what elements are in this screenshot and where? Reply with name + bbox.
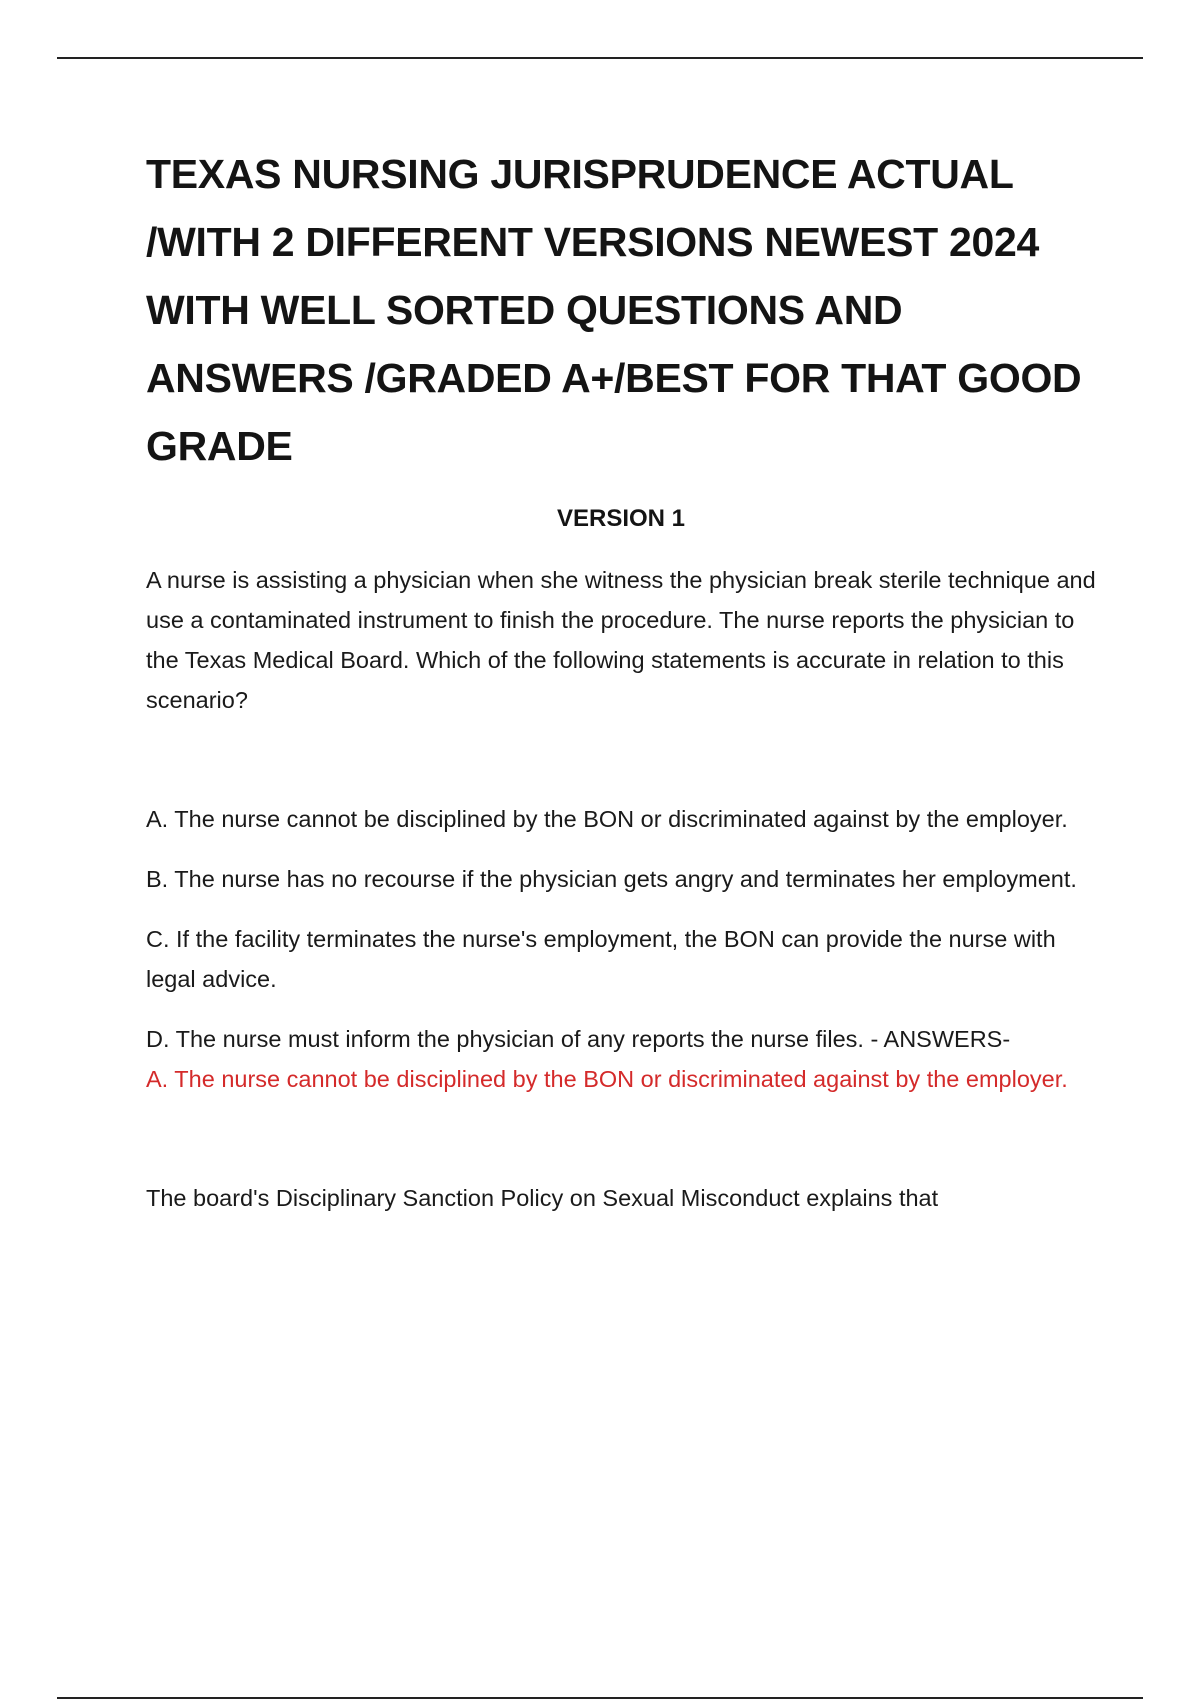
option-d — [146, 1019, 1096, 1099]
bottom-rule — [57, 1697, 1143, 1699]
next-question-stem: The board's Disciplinary Sanction Policy on Sexual Misconduct explains that — [146, 1185, 939, 1211]
option-b: B. The nurse has no recourse if the physician gets angry and terminates her employment. — [146, 866, 1077, 892]
option-d-text: D. The nurse must inform the physician of any reports the nurse files. - ANSWERS- — [146, 1026, 1011, 1052]
option-c: C. If the facility terminates the nurse's employment, the BON can provide the nurse with legal advice. — [146, 926, 1056, 992]
version-heading: VERSION 1 — [556, 505, 686, 532]
option-a: A. The nurse cannot be disciplined by the BON or discriminated against by the employer. — [146, 806, 1068, 832]
document-body — [146, 140, 1096, 1218]
document-title: TEXAS NURSING JURISPRUDENCE ACTUAL /WITH 2 DIFFERENT VERSIONS NEWEST 2024 WITH WELL SORTED QUESTIONS AND ANSWERS /GRADED A+/BEST FOR THAT GOOD GRADE — [146, 151, 1082, 469]
correct-answer: A. The nurse cannot be disciplined by the BON or discriminated against by the employer. — [146, 1066, 1068, 1092]
question-stem: A nurse is assisting a physician when she witness the physician break sterile technique and use a contaminated instrument to finish the procedure. The nurse reports the physician to the Texas Medical Board. Which of the following statements is accurate in relation to this scenario? — [146, 567, 1096, 713]
top-rule — [57, 57, 1143, 59]
